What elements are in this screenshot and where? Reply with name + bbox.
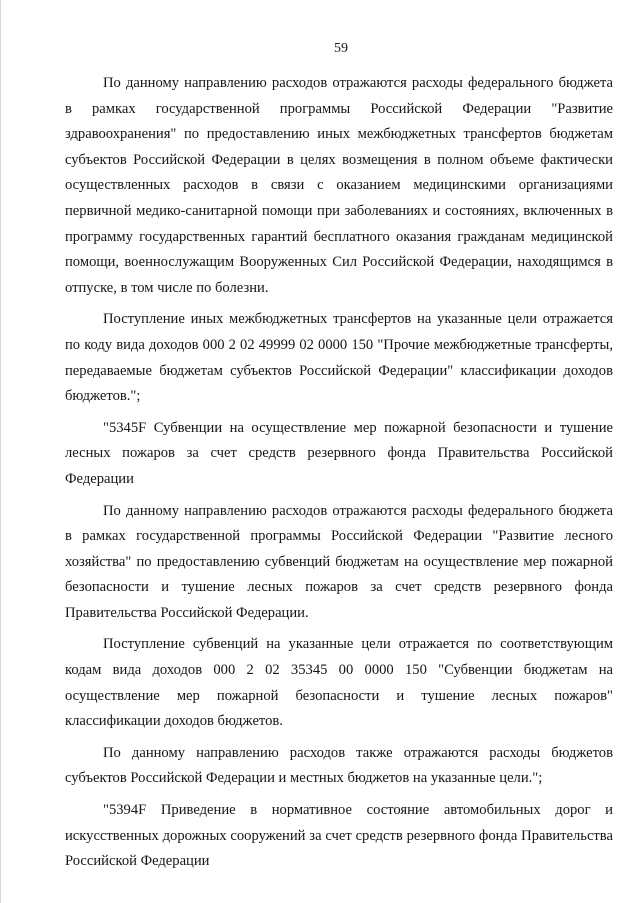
paragraph-regional-expenses: По данному направлению расходов также отражаются расходы бюджетов субъектов Российской Федерации и местных бюджетов на указанные цели."; [65,744,613,787]
document-body [65,71,613,881]
paragraph-expenses-forestry: По данному направлению расходов отражаются расходы федерального бюджета в рамках государственной программы Российской Федерации "Развитие лесного хозяйства" по предоставлению субвенций бюджетам на осуществление мер пожарной безопасности и тушение лесных пожаров за счет средств резервного фонда Правительства Российской Федерации. [65,502,613,621]
page-number: 59 [334,41,348,56]
paragraph-expenses-healthcare: По данному направлению расходов отражаются расходы федерального бюджета в рамках государственной программы Российской Федерации "Развитие здравоохранения" по предоставлению иных межбюджетных трансфертов бюджетам субъектов Российской Федерации в целях возмещения в полном объеме фактически осуществленных расходов в связи с оказанием медицинскими организациями первичной медико-санитарной помощи при заболеваниях и состояниях, включенных в программу государственных гарантий бесплатного оказания гражданам медицинской помощи, военнослужащим Вооруженных Сил Российской Федерации, находящимся в отпуске, в том числе по болезни. [65,75,613,296]
paragraph-code-5394f: "5394F Приведение в нормативное состояние автомобильных дорог и искусственных дорожных сооружений за счет средств резервного фонда Правительства Российской Федерации [65,802,613,870]
paragraph-income-subventions: Поступление субвенций на указанные цели отражается по соответствующим кодам вида доходов 000 2 02 35345 00 0000 150 "Субвенции бюджетам на осуществление мер пожарной безопасности и тушение лесных пожаров" классификации доходов бюджетов. [65,636,613,730]
paragraph-code-5345f: "5345F Субвенции на осуществление мер пожарной безопасности и тушение лесных пожаров за счет средств резервного фонда Правительства Российской Федерации [65,419,613,487]
paragraph-income-transfers: Поступление иных межбюджетных трансфертов на указанные цели отражается по коду вида доходов 000 2 02 49999 02 0000 150 "Прочие межбюджетные трансферты, передаваемые бюджетам субъектов Российской Федерации" классификации доходов бюджетов."; [65,311,613,405]
